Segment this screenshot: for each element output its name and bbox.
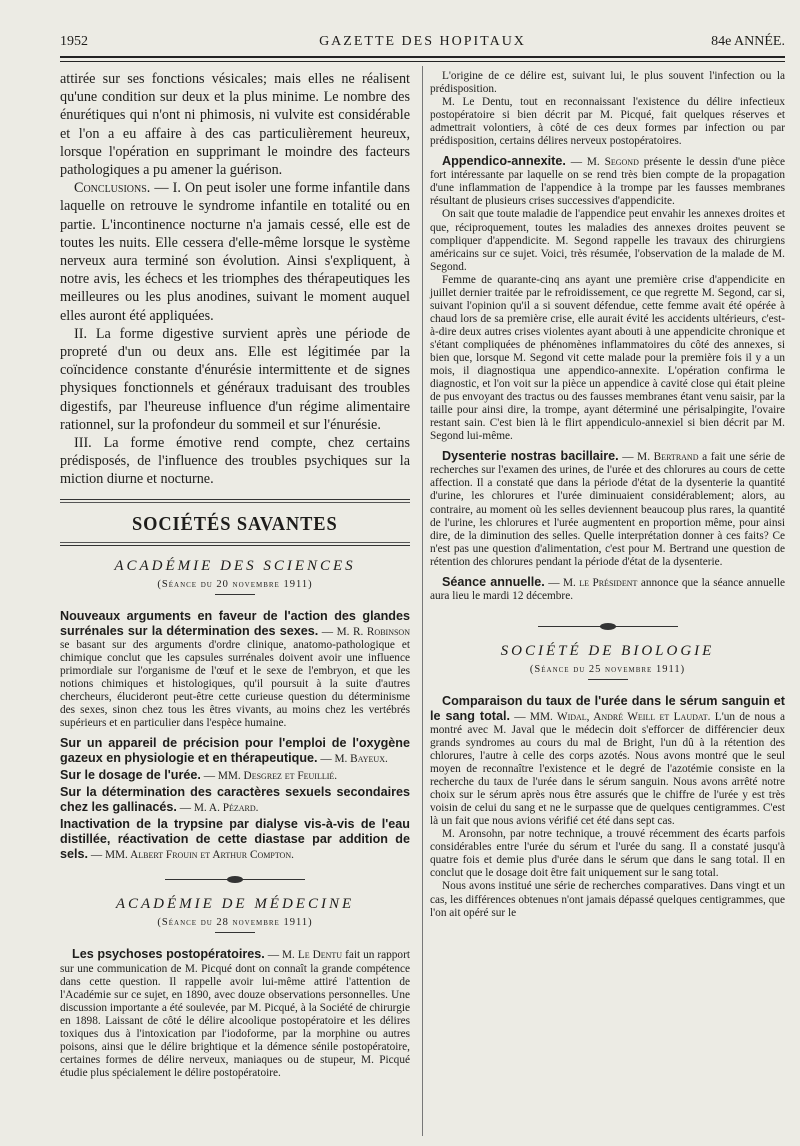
item-author: — M. R. Robinson bbox=[318, 625, 410, 638]
item-title: Sur la détermination des caractères sexuels secondaires chez les gallinacés. bbox=[60, 785, 410, 815]
ornament-divider bbox=[165, 876, 305, 884]
page-number: 1952 bbox=[60, 34, 88, 49]
item-appendico-annexite bbox=[430, 154, 785, 208]
section-banner bbox=[60, 499, 410, 546]
item-text: présente le dessin d'une pièce fort intéressante par laquelle on se rend très bien compte de la propagation d'une inflammation de l'appendice à la trompe par les fausses membranes résultant de plusieurs crises successives d'appendicite. bbox=[430, 156, 785, 208]
item-psychoses bbox=[60, 947, 410, 1079]
paragraph-conclusions bbox=[60, 179, 410, 325]
conclusions-text: — I. On peut isoler une forme infantile dans laquelle on retrouve le syndrome infantile en totalité ou en partie. L'incontinence nocturne n'a jamais cessé, elle est de toutes les nuits. Elle cessera d'elle-même lorsque le système nerveux aura terminé son évolution. Ainsi s'expliquent, à notre avis, les échecs et les triomphes des thérapeutiques les meilleures ou les plus anodines, suivant le moment auquel elles auront été appliquées. bbox=[60, 180, 410, 324]
short-rule bbox=[215, 932, 255, 933]
society-heading: SOCIÉTÉ DE BIOLOGIE bbox=[500, 642, 715, 659]
running-header bbox=[60, 34, 785, 52]
item-author: — M. Bertrand bbox=[618, 451, 699, 464]
seance-date: (Séance du 28 novembre 1911) bbox=[157, 917, 313, 929]
item-gallinaces bbox=[60, 785, 410, 815]
paragraph-forme-emotive: III. La forme émotive rend compte, chez certains prédisposés, de l'influence des troubles psychiques sur la miction diurne et nocturne. bbox=[60, 435, 410, 488]
conclusions-lead: Conclusions. bbox=[74, 180, 151, 197]
paragraph-continuation: attirée sur ses fonctions vésicales; mais elles ne réalisent qu'une condition sur deux et la plus minime. Le nombre des énurétiques qui n'ont ni phimosis, ni vulvite est considérable et l'on a eu affaire à des cas particulièrement heureux, lorsque l'opération en supprimant le moindre des facteurs pathologiques a pu amener la guérison. bbox=[60, 71, 410, 179]
item-author: — M. Bayeux. bbox=[317, 753, 388, 766]
item-author: — M. A. Pézard. bbox=[176, 802, 259, 815]
item-title: Séance annuelle. bbox=[442, 574, 545, 589]
journal-title: GAZETTE DES HOPITAUX bbox=[319, 34, 526, 49]
item-text: L'un de nous a montré avec M. Javal que le médecin doit s'efforcer de différencier deux grands syndromes au cours du mal de Bright, l'un dû à la rétention des chlorures, l'autre à celle des corps azotés. Nous avons montré que le seul moyen de reconnaître l'existence et le degré de l'azotémie consiste en la recherche du taux de l'urée dans le sérum sanguin. Nous avons arrêté notre choix sur le sérum après nous être assurés que le chiffre de l'urée y est très voisin de celui du sang et ne le surpasse que de quelques centigrammes. C'est là un fait que nous avions vérifié cet été dans sept cas. bbox=[430, 710, 785, 828]
item-text: se basant sur des arguments d'ordre clinique, anatomo-pathologique et chimique conclut que les capsules surrénales doivent avoir une influence primordiale sur l'organisme de l'œuf et le sexe de l'embryon, et que les notions chimiques et histologiques, qu'il poursuit à la suite d'autres chercheurs, élucideront peut-être cette curieuse question du déterminisme des sexes, sinon chez tous les êtres vivants, au moins chez les vertébrés supérieurs et en particulier dans l'espèce humaine. bbox=[60, 638, 410, 730]
paragraph: M. Le Dentu, tout en reconnaissant l'existence du délire infectieux postopératoire si bien décrit par M. Picqué, fait quelques réserves et admettrait volontiers, à côté de ces deux formes par infection ou par prédisposition, certains délires nerveux postopératoires. bbox=[430, 96, 785, 148]
section-title: SOCIÉTÉS SAVANTES bbox=[132, 512, 338, 535]
volume-year: 84e ANNÉE. bbox=[711, 34, 785, 49]
item-author: — MM. Desgrez et Feuillié. bbox=[200, 770, 338, 783]
item-author: — M. le Président bbox=[544, 576, 638, 589]
item-title: Nouveaux arguments en faveur de l'action des glandes surrénales sur la détermination des sexes. bbox=[60, 608, 410, 638]
item-title: Sur le dosage de l'urée. bbox=[60, 768, 201, 783]
right-column bbox=[430, 70, 785, 920]
item-title: Comparaison du taux de l'urée dans le sérum sanguin et le sang total. bbox=[430, 693, 785, 723]
paragraph: Nous avons institué une série de recherches comparatives. Dans vingt et un cas, les différences obtenues n'ont jamais dépassé quelques centigrammes, que l'on ait opéré sur le bbox=[430, 880, 785, 919]
short-rule bbox=[588, 679, 628, 680]
item-title: Sur un appareil de précision pour l'emploi de l'oxygène gazeux en physiologie et en thérapeutique. bbox=[60, 736, 410, 766]
item-title: Les psychoses postopératoires. bbox=[72, 947, 265, 962]
item-surrenales bbox=[60, 609, 410, 730]
header-rule-thin bbox=[60, 61, 785, 62]
paragraph-forme-digestive: II. La forme digestive survient après une période de propreté d'un ou deux ans. Elle est légitimée par la coïncidence constante d'énurésie intermittente et de signes physiques fonctionnels et généraux traduisant des troubles digestifs, par l'heureuse influence d'un régime alimentaire rationnel, sur la profondeur du sommeil et sur l'énurésie. bbox=[60, 325, 410, 433]
ornament-divider bbox=[538, 623, 678, 631]
item-author: — MM. Widal, André Weill et Laudat. bbox=[509, 710, 711, 723]
item-comparaison-uree bbox=[430, 694, 785, 828]
paragraph: Femme de quarante-cinq ans ayant une première crise d'appendicite en juillet dernier traitée par le refroidissement, ce que regrette M. Segond, car si, suivant l'opinion qu'il a si souvent défendue, cette femme avait été opérée à chaud lors de sa première crise, elle aurait évité les accidents ultérieurs, c'est-à-dire deux autres crises violentes ayant abouti à une appendicite chronique et s'étant compliquées de phénomènes inflammatoires du côté des annexes, si bien que, lorsque M. Segond vit cette malade pour la première fois il y a un mois, il diagnostiqua une appendico-annexite. L'opération confirma le diagnostic, et l'on voit sur la pièce un appendice à cavité close qui était pleine de pus envoyant des tractus ou des fausses membranes étant venu saisir, par la taille pour ainsi dire, la trompe, ayant déterminé une périsalpingite, l'ovaire restant sain. C'est bien là le flirt appendiculo-annexiel si bien décrit par M. Segond lui-même. bbox=[430, 273, 785, 443]
item-uree bbox=[60, 768, 410, 783]
short-rule bbox=[215, 594, 255, 595]
left-column bbox=[60, 70, 410, 1080]
paragraph: L'origine de ce délire est, suivant lui, le plus souvent l'infection ou la prédisposition. bbox=[430, 70, 785, 96]
academy-heading: ACADÉMIE DE MÉDECINE bbox=[115, 896, 355, 913]
academy-heading: ACADÉMIE DES SCIENCES bbox=[114, 557, 356, 574]
paragraph: On sait que toute maladie de l'appendice peut envahir les annexes droites et que, réciproquement, toutes les maladies des annexes droites peuvent se compliquer d'appendicite. M. Segond rappelle les travaux des chirurgiens américains sur ce sujet. Voici, très résumée, l'observation de la malade de M. Segond. bbox=[430, 208, 785, 273]
item-trypsine bbox=[60, 817, 410, 862]
item-oxygene bbox=[60, 736, 410, 766]
item-author: — MM. Albert Frouin et Arthur Compton. bbox=[88, 849, 294, 862]
item-title: Appendico-annexite. bbox=[442, 154, 566, 169]
item-title: Inactivation de la trypsine par dialyse vis-à-vis de l'eau distillée, réactivation de cette diastase par addition de sels. bbox=[60, 817, 410, 862]
item-author: — M. Segond bbox=[565, 156, 639, 169]
item-title: Dysenterie nostras bacillaire. bbox=[442, 449, 619, 464]
paragraph: M. Aronsohn, par notre technique, a trouvé récemment des écarts parfois considérables entre l'urée du sérum et l'urée du sang. Il a constaté jusqu'à quatre fois et demie plus d'urée dans le sérum que dans le sang total. Il en conclut que le dosage doit être fait uniquement sur le sang total. bbox=[430, 828, 785, 880]
item-author: — M. Le Dentu bbox=[264, 949, 343, 962]
item-text: a fait une série de recherches sur l'examen des urines, de l'urée et des chlorures au cours de cette affection. Il a constaté que dans la période d'état de la dysenterie la quantité d'urine, les chlorures et l'urée diminuaient considérablement; alors, au contraire, au moment où les selles deviennent beaucoup plus rares, la quantité de l'urine, les chlorures et l'urée augmentent en proportion même, pour ainsi dire, de la diminution des selles. Quelle interprétation donner à ces faits? Ce n'est pas une question d'alimentation, c'est pour M. Bertrand une question de rétention des chlorures pendant la période d'état de la dysenterie. bbox=[430, 451, 785, 568]
seance-date: (Séance du 20 novembre 1911) bbox=[157, 578, 313, 590]
column-divider bbox=[422, 66, 423, 1136]
item-text: annonce que la séance annuelle aura lieu le mardi 12 décembre. bbox=[430, 576, 785, 602]
item-text: fait un rapport sur une communication de M. Picqué dont on connaît la grande compétence dans cette question. Il rappelle avoir lui-même attiré l'attention de l'Académie sur ce sujet, en 1890, avec douze observations personnelles. Une discussion importante a été soulevée, par M. Picqué, à la Société de chirurgie en 1898. Laissant de côté le délire alcoolique postopératoire et les délires toxiques dus à l'intoxication par l'iodoforme, par la morphine ou autres poisons, ainsi que le délire brightique et la démence sénile postopératoire, certaines formes de délire nerveux, maniaques ou de stupeur, M. Picqué étudie plus spécialement le délire postopératoire. bbox=[60, 949, 410, 1079]
seance-date: (Séance du 25 novembre 1911) bbox=[529, 663, 686, 675]
item-seance-annuelle bbox=[430, 575, 785, 603]
item-dysenterie bbox=[430, 449, 785, 568]
header-rule-thick bbox=[60, 56, 785, 58]
